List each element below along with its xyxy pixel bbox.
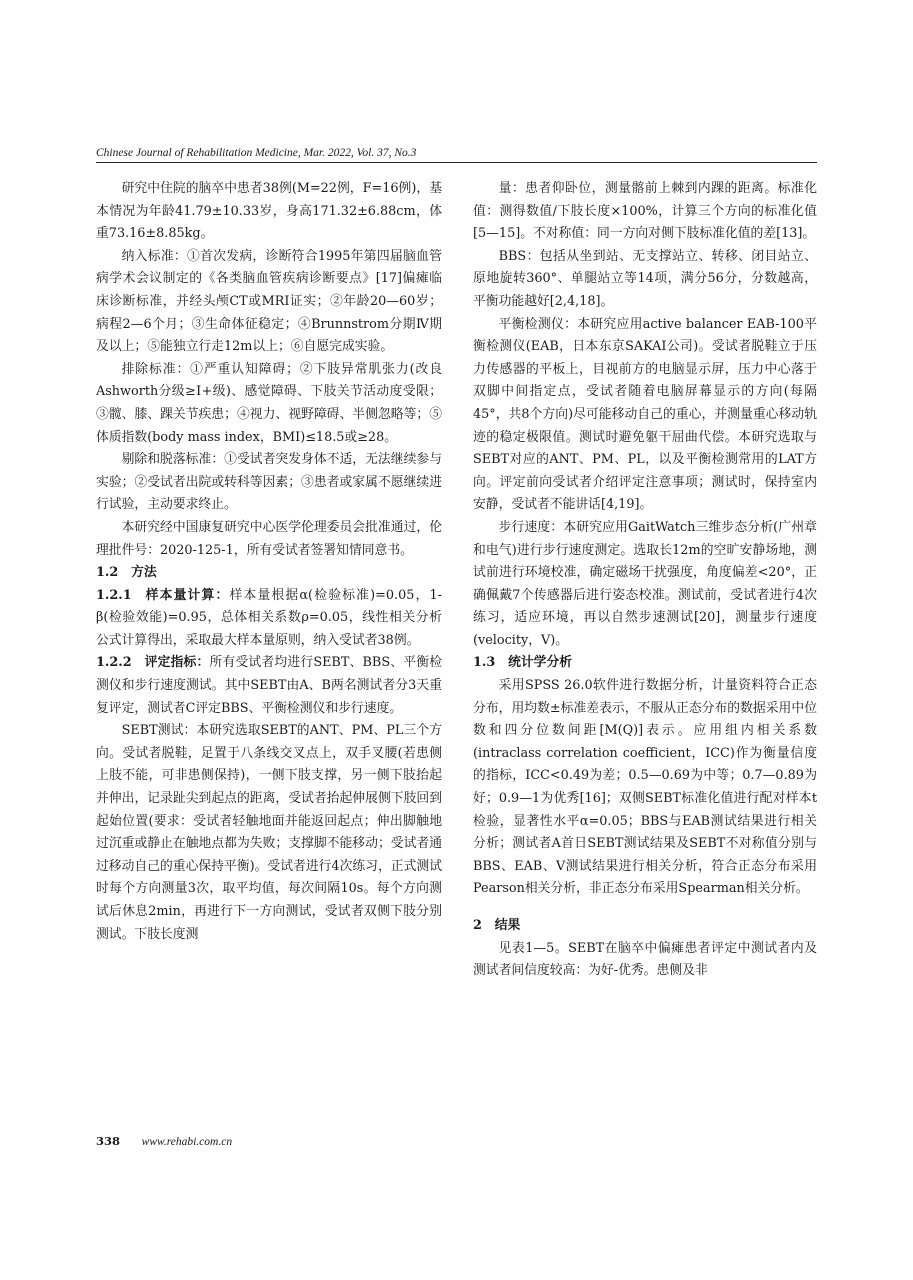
paragraph-text: 步行速度：本研究应用GaitWatch三维步态分析(广州章和电气)进行步行速度测定。选取长12m的空旷安静场地，测试前进行环境校准，确定磁场干扰强度，角度偏差<20°，正确佩戴7个传感器后进行姿态校准。测试前，受试者进行4次练习，适应环境，再以自然步速测试[20]，测量步行速度(velocity，V)。 bbox=[473, 519, 817, 648]
right-column bbox=[473, 178, 817, 983]
paragraph bbox=[96, 178, 442, 246]
paragraph-text: 见表1—5。SEBT在脑卒中偏瘫患者评定中测试者内及测试者间信度较高：为好-优秀。患侧及非 bbox=[473, 940, 817, 979]
section-number: 1.2.2 bbox=[96, 655, 132, 671]
paragraph-text: SEBT测试：本研究选取SEBT的ANT、PM、PL三个方向。受试者脱鞋，足置于八条线交叉点上，双手叉腰(若患侧上肢不能，可非患侧保持)，一侧下肢支撑，另一侧下肢抬起并伸出，记录趾尖到起点的距离，受试者抬起伸展侧下肢回到起始位置(要求：受试者轻触地面并能返回起点；伸出脚触地过沉重或静止在触地点都为失败；支撑脚不能移动；受试者通过移动自己的重心保持平衡)。受试者进行4次练习，正式测试时每个方向测量3次，取平均值，每次间隔10s。每个方向测试后休息2min，再进行下一方向测试，受试者双侧下肢分别测试。下肢长度测 bbox=[96, 723, 442, 942]
paragraph bbox=[473, 178, 817, 246]
section-heading bbox=[96, 652, 442, 720]
paragraph-text: 所有受试者均进行SEBT、BBS、平衡检测仪和步行速度测试。其中SEBT由A、B两名测试者分3天重复评定，测试者C评定BBS、平衡检测仪和步行速度。 bbox=[96, 655, 443, 716]
left-column bbox=[96, 178, 442, 946]
page-footer bbox=[96, 1134, 232, 1149]
section-title: 评定指标： bbox=[144, 655, 210, 671]
section-number: 1.2 bbox=[96, 565, 119, 581]
paragraph-text: 研究中住院的脑卒中患者38例(M=22例，F=16例)，基本情况为年龄41.79±10.33岁，身高171.32±6.88cm，体重73.16±8.85kg。 bbox=[96, 181, 442, 242]
paragraph-text: 排除标准：①严重认知障碍；②下肢异常肌张力(改良Ashworth分级≥Ⅰ+级)、感觉障碍、下肢关节活动度受限；③髋、膝、踝关节疾患；④视力、视野障碍、半侧忽略等；⑤体质指数(body mass index，BMI)≤18.5或≥28。 bbox=[96, 361, 442, 445]
section-title: 方法 bbox=[131, 565, 157, 581]
paragraph-text: BBS：包括从坐到站、无支撑站立、转移、闭目站立、原地旋转360°、单腿站立等14项，满分56分，分数越高，平衡功能越好[2,4,18]。 bbox=[473, 248, 817, 309]
section-number: 1.2.1 bbox=[96, 587, 132, 603]
section-heading bbox=[473, 915, 817, 938]
paragraph bbox=[473, 938, 817, 983]
page-number: 338 bbox=[96, 1134, 121, 1148]
header-rule bbox=[96, 162, 817, 163]
section-title: 样本量计算： bbox=[144, 587, 230, 603]
paragraph bbox=[96, 720, 442, 946]
paragraph bbox=[96, 517, 442, 562]
paragraph-text: 纳入标准：①首次发病，诊断符合1995年第四届脑血管病学术会议制定的《各类脑血管疾病诊断要点》[17]偏瘫临床诊断标准，并经头颅CT或MRI证实；②年龄20—60岁；病程2—6个月；③生命体征稳定；④Brunnstrom分期Ⅳ期及以上；⑤能独立行走12m以上；⑥自愿完成实验。 bbox=[96, 248, 442, 355]
section-number: 2 bbox=[473, 918, 482, 933]
paragraph-text: 平衡检测仪：本研究应用active balancer EAB-100平衡检测仪(EAB，日本东京SAKAI公司)。受试者脱鞋立于压力传感器的平板上，目视前方的电脑显示屏，压力中心落于双脚中间指定点，受试者随着电脑屏幕显示的方向(每隔45°，共8个方向)尽可能移动自己的重心，并测量重心移动轨迹的稳定极限值。测试时避免躯干屈曲代偿。本研究选取与SEBT对应的ANT、PM、PL，以及平衡检测常用的LAT方向。评定前向受试者介绍评定注意事项；测试时，保持室内安静，受试者不能讲话[4,19]。 bbox=[473, 316, 817, 513]
section-heading bbox=[96, 585, 442, 653]
paragraph bbox=[473, 246, 817, 314]
paragraph-text: 样本量根据α(检验标准)=0.05，1-β(检验效能)=0.95，总体相关系数ρ=0.05，线性相关分析公式计算得出，采取最大样本量原则，纳入受试者38例。 bbox=[96, 587, 442, 648]
paragraph-text: 采用SPSS 26.0软件进行数据分析，计量资料符合正态分布，用均数±标准差表示，不服从正态分布的数据采用中位数和四分位数间距[M(Q)]表示。应用组内相关系数(intraclass correlation coefficient，ICC)作为衡量信度的指标，ICC<0.49为差；0.5—0.69为中等；0.7—0.89为好；0.9—1为优秀[16]；双侧SEBT标准化值进行配对样本t检验，显著性水平α=0.05；BBS与EAB测试结果进行相关分析；测试者A首日SEBT测试结果及SEBT不对称值分别与BBS、EAB、V测试结果进行相关分析，符合正态分布采用Pearson相关分析，非正态分布采用Spearman相关分析。 bbox=[473, 678, 817, 897]
section-title: 统计学分析 bbox=[508, 655, 573, 671]
paragraph-text: 本研究经中国康复研究中心医学伦理委员会批准通过，伦理批件号：2020-125-1，所有受试者签署知情同意书。 bbox=[96, 519, 442, 558]
paragraph-text: 剔除和脱落标准：①受试者突发身体不适，无法继续参与实验；②受试者出院或转科等因素；③患者或家属不愿继续进行试验，主动要求终止。 bbox=[96, 452, 442, 513]
section-heading bbox=[96, 562, 442, 585]
section-title: 结果 bbox=[494, 918, 521, 933]
running-header: Chinese Journal of Rehabilitation Medicine, Mar. 2022, Vol. 37, No.3 bbox=[96, 147, 417, 159]
paragraph bbox=[473, 517, 817, 653]
paragraph bbox=[473, 675, 817, 901]
section-number: 1.3 bbox=[473, 655, 496, 671]
section-heading bbox=[473, 652, 817, 675]
paragraph bbox=[96, 246, 442, 359]
paragraph bbox=[96, 359, 442, 449]
journal-url: www.rehabi.com.cn bbox=[141, 1136, 233, 1148]
paragraph bbox=[473, 314, 817, 517]
paragraph-text: 量：患者仰卧位，测量髂前上棘到内踝的距离。标准化值：测得数值/下肢长度×100%，计算三个方向的标准化值[5—15]。不对称值：同一方向对侧下肢标准化值的差[13]。 bbox=[473, 181, 817, 242]
paragraph bbox=[96, 449, 442, 517]
